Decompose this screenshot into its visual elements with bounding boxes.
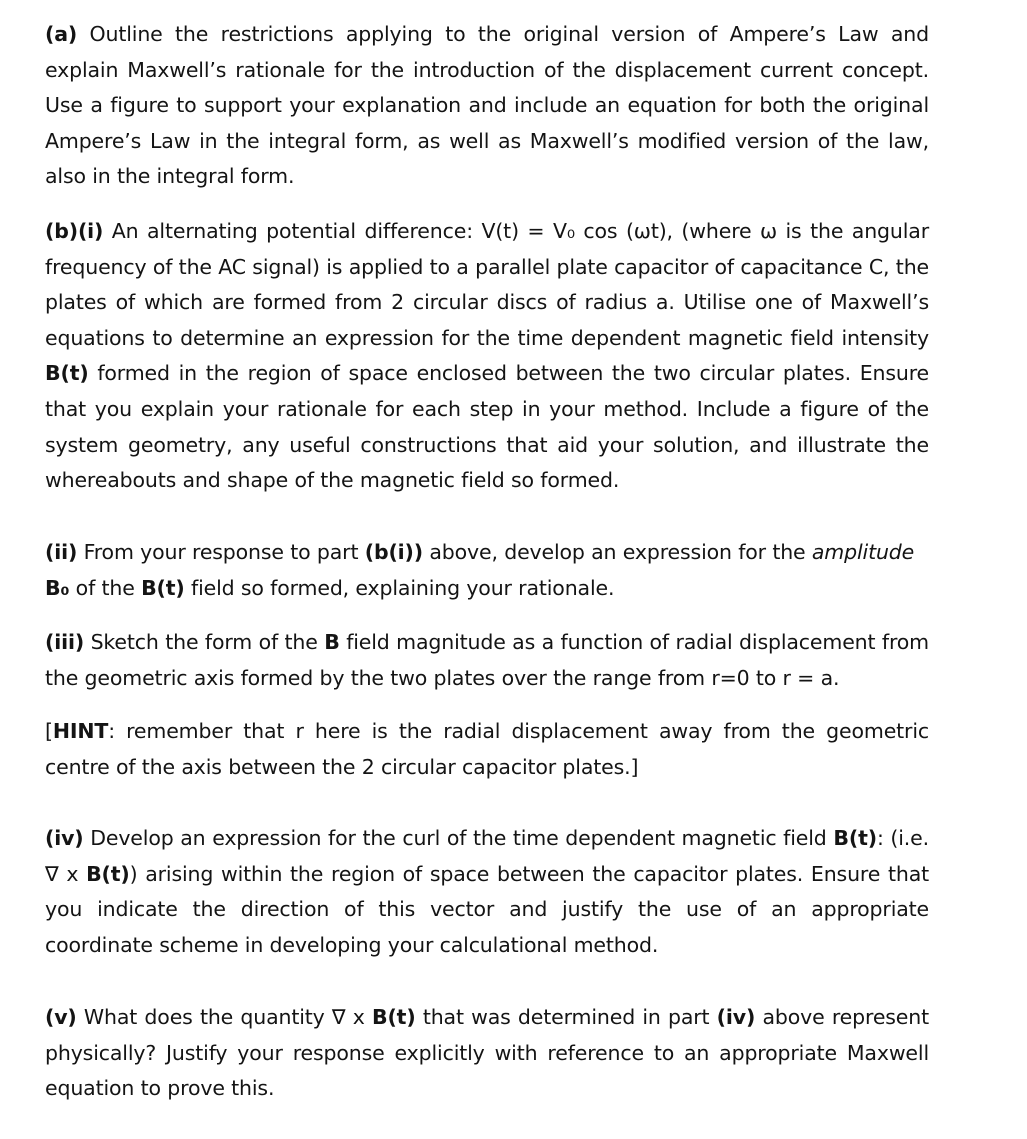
part-text: An alternating potential difference: V(t) = V₀ cos (ωt), (where ω is the angular frequency of the AC signal) is applied to a parallel plate capacitor of capacitance C, the plates of which are formed from 2 circular discs of radius a. Utilise one of Maxwell’s equations to determine an expression for the time dependent magnetic field intensity [45,219,929,350]
part-text: field so formed, explaining your rationale. [184,575,615,600]
part-label: (b)(i) [45,219,104,243]
bold-term: B(t) [833,826,877,850]
part-text: that was determined in part [415,1005,717,1029]
bold-term: B(t) [141,575,185,600]
part-text: ) arising within the region of space between the capacitor plates. Ensure that you indicate the direction of this vector and justify the use of an appropriate coordinate scheme in developing your calculational method. [45,861,930,957]
question-part-iv [45,821,929,963]
part-text: formed in the region of space enclosed between the two circular plates. Ensure that you explain your rationale for each step in your method. Include a figure of the system geometry, any useful constructions that aid your solution, and illustrate the whereabouts and shape of the magnetic field so formed. [45,361,929,493]
part-label: (iv) [45,826,84,850]
part-text: : (i.e. ∇ x [45,826,929,886]
part-label: (v) [45,1005,77,1029]
part-text: Outline the restrictions applying to the original version of Ampere’s Law and explain Maxwell’s rationale for the introduction of the displacement current concept. Use a figure to support your explanation and include an equation for both the original Ampere’s Law in the integral form, as well as Maxwell’s modified version of the law, also in the integral form. [45,22,929,189]
bold-term: B(t) [371,1005,416,1029]
hint-text: : remember that r here is the radial displacement away from the geometric centre of the axis between the 2 circular capacitor plates.] [45,719,929,779]
question-part-b-i [45,214,929,499]
part-text: What does the quantity ∇ x [76,1005,372,1029]
part-text: Sketch the form of the [84,630,325,654]
question-part-a [45,17,929,195]
bold-term: B [324,630,340,654]
bold-term: B₀ [45,575,70,600]
part-text: of the [69,575,142,600]
bold-term: (b(i)) [364,540,423,564]
part-label: (ii) [45,540,78,564]
part-text: above represent physically? Justify your response explicitly with reference to an appropriate Maxwell equation to prove this. [45,1005,929,1101]
part-text: Develop an expression for the curl of the time dependent magnetic field [83,826,834,850]
hint-bracket: [ [45,719,53,743]
part-label: (a) [45,22,78,46]
part-text: above, develop an expression for the [423,540,812,564]
italic-term: amplitude [811,540,915,564]
bold-term: B(t) [86,861,130,886]
question-part-ii [45,535,929,606]
part-label: (iii) [45,630,85,654]
part-text: field magnitude as a function of radial displacement from the geometric axis formed by the two plates over the range from r=0 to r = a. [45,630,929,690]
question-part-v [45,1000,929,1107]
question-part-iii [45,625,929,696]
bold-term: (iv) [716,1005,756,1029]
hint-note [45,714,929,785]
hint-label: HINT [52,719,109,743]
part-text: From your response to part [77,540,365,564]
bold-term: B(t) [45,361,89,386]
